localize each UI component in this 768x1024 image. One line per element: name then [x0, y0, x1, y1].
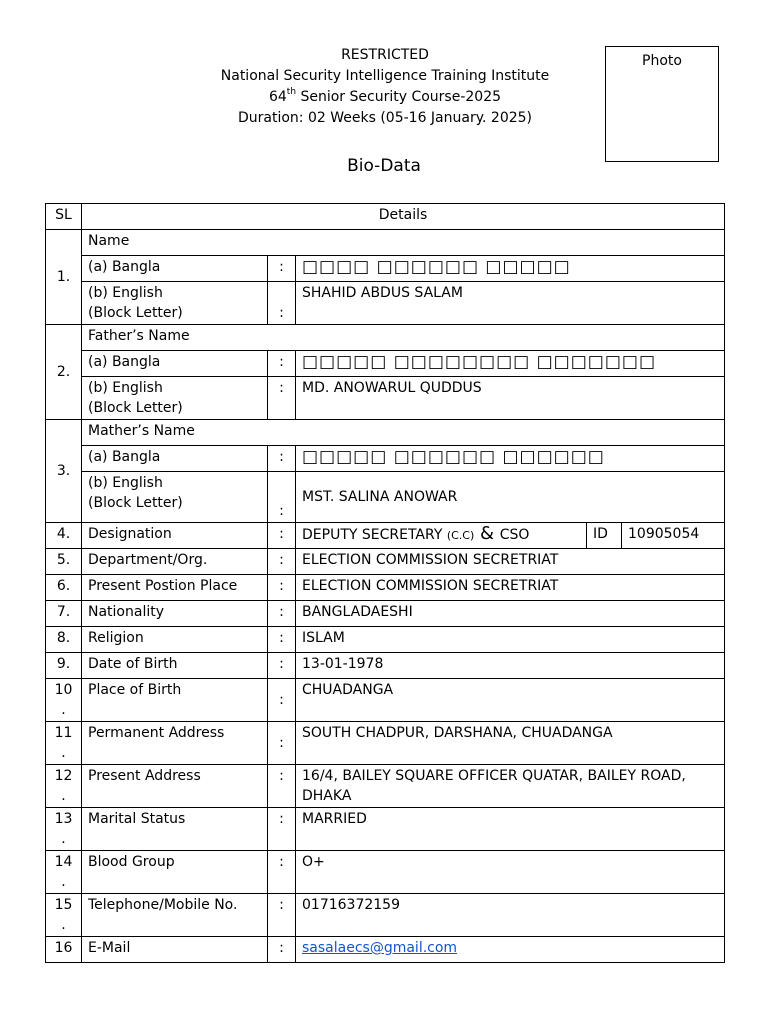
marital-sl	[46, 808, 82, 851]
department-row	[46, 549, 725, 575]
mother-bangla-label: (a) Bangla	[82, 446, 268, 472]
department-label: Department/Org.	[82, 549, 268, 575]
father-bangla-row	[46, 351, 725, 377]
department-value: ELECTION COMMISSION SECRETRIAT	[296, 549, 725, 575]
father-bangla-label: (a) Bangla	[82, 351, 268, 377]
designation-value	[296, 523, 587, 549]
present-address-line1: 16/4, BAILEY SQUARE OFFICER QUATAR, BAILEY ROAD,	[302, 768, 686, 784]
sl-number: 14	[54, 854, 73, 870]
father-english-label	[82, 377, 268, 420]
birthplace-sl	[46, 679, 82, 722]
email-sl: 16	[46, 937, 82, 963]
religion-row	[46, 627, 725, 653]
present-address-value	[296, 765, 725, 808]
father-heading: Father’s Name	[82, 325, 725, 351]
colon: :	[268, 601, 296, 627]
dob-label: Date of Birth	[82, 653, 268, 679]
blood-sl	[46, 851, 82, 894]
colon: :	[268, 679, 296, 722]
marital-value: MARRIED	[296, 808, 725, 851]
colon: :	[268, 472, 296, 523]
document-header	[160, 45, 610, 129]
designation-sl: 4.	[46, 523, 82, 549]
name-english-row	[46, 282, 725, 325]
blood-group-label: Blood Group	[82, 851, 268, 894]
phone-sl	[46, 894, 82, 937]
father-sl: 2.	[46, 325, 82, 420]
mother-english-label	[82, 472, 268, 523]
present-address-row	[46, 765, 725, 808]
header-sl: SL	[46, 204, 82, 230]
father-english-row	[46, 377, 725, 420]
mother-english-value: MST. SALINA ANOWAR	[296, 472, 725, 523]
english-label-line2: (Block Letter)	[88, 495, 183, 511]
colon: :	[268, 282, 296, 325]
mother-bangla-row	[46, 446, 725, 472]
sl-dot: .	[61, 917, 66, 933]
photo-label: Photo	[642, 53, 682, 69]
blood-group-row	[46, 851, 725, 894]
id-label: ID	[587, 523, 622, 549]
table-header-row	[46, 204, 725, 230]
colon: :	[268, 851, 296, 894]
colon: :	[268, 549, 296, 575]
email-link[interactable]: sasalaecs@gmail.com	[302, 940, 458, 956]
permanent-sl	[46, 722, 82, 765]
course-number: 64	[268, 89, 287, 105]
colon: :	[268, 894, 296, 937]
position-place-value: ELECTION COMMISSION SECRETRIAT	[296, 575, 725, 601]
mother-bangla-value: □□□□□ □□□□□□ □□□□□□	[296, 446, 725, 472]
religion-label: Religion	[82, 627, 268, 653]
colon: :	[268, 937, 296, 963]
position-place-label: Present Postion Place	[82, 575, 268, 601]
course-ordinal: th	[286, 87, 297, 97]
course-title: Senior Security Course-2025	[296, 89, 502, 105]
birthplace-value: CHUADANGA	[296, 679, 725, 722]
phone-row	[46, 894, 725, 937]
name-english-value: SHAHID ABDUS SALAM	[296, 282, 725, 325]
page-title: Bio-Data	[347, 156, 421, 176]
colon: :	[268, 523, 296, 549]
colon: :	[268, 765, 296, 808]
position-place-row	[46, 575, 725, 601]
colon: :	[268, 256, 296, 282]
sl-number: 15	[54, 897, 73, 913]
sl-dot: .	[61, 788, 66, 804]
sl-dot: .	[61, 702, 66, 718]
colon: :	[268, 446, 296, 472]
nationality-row	[46, 601, 725, 627]
name-bangla-row	[46, 256, 725, 282]
institute-name: National Security Intelligence Training Institute	[220, 68, 550, 84]
name-heading-row	[46, 230, 725, 256]
row-sl: 7.	[46, 601, 82, 627]
permanent-address-label: Permanent Address	[82, 722, 268, 765]
mother-english-row	[46, 472, 725, 523]
english-label-line1: (b) English	[88, 380, 163, 396]
sl-number: 10	[54, 682, 73, 698]
marital-label: Marital Status	[82, 808, 268, 851]
english-label-line2: (Block Letter)	[88, 400, 183, 416]
row-sl: 6.	[46, 575, 82, 601]
blood-group-value: O+	[296, 851, 725, 894]
course-duration: Duration: 02 Weeks (05-16 January. 2025)	[238, 110, 532, 126]
father-english-value: MD. ANOWARUL QUDDUS	[296, 377, 725, 420]
name-bangla-label: (a) Bangla	[82, 256, 268, 282]
colon: :	[268, 722, 296, 765]
phone-value: 01716372159	[296, 894, 725, 937]
birthplace-row	[46, 679, 725, 722]
present-sl	[46, 765, 82, 808]
colon: :	[268, 627, 296, 653]
designation-end: CSO	[499, 527, 530, 543]
email-value	[296, 937, 725, 963]
dob-value: 13-01-1978	[296, 653, 725, 679]
present-address-line2: DHAKA	[302, 788, 352, 804]
sl-dot: .	[61, 745, 66, 761]
designation-label: Designation	[82, 523, 268, 549]
sl-dot: .	[61, 831, 66, 847]
colon: :	[268, 351, 296, 377]
permanent-address-value: SOUTH CHADPUR, DARSHANA, CHUADANGA	[296, 722, 725, 765]
nationality-value: BANGLADAESHI	[296, 601, 725, 627]
mother-sl: 3.	[46, 420, 82, 523]
nationality-label: Nationality	[82, 601, 268, 627]
dob-row	[46, 653, 725, 679]
sl-number: 11	[54, 725, 73, 741]
header-details: Details	[82, 204, 725, 230]
sl-number: 13	[54, 811, 73, 827]
mother-heading: Mather’s Name	[82, 420, 725, 446]
colon: :	[268, 808, 296, 851]
email-label: E-Mail	[82, 937, 268, 963]
designation-cc: (C.C)	[446, 529, 475, 542]
mother-heading-row	[46, 420, 725, 446]
birthplace-label: Place of Birth	[82, 679, 268, 722]
religion-value: ISLAM	[296, 627, 725, 653]
marital-row	[46, 808, 725, 851]
phone-label: Telephone/Mobile No.	[82, 894, 268, 937]
english-label-line1: (b) English	[88, 475, 163, 491]
id-value: 10905054	[622, 523, 725, 549]
designation-main: DEPUTY SECRETARY	[302, 527, 447, 543]
designation-row	[46, 523, 725, 549]
row-sl: 8.	[46, 627, 82, 653]
permanent-address-row	[46, 722, 725, 765]
name-sl: 1.	[46, 230, 82, 325]
row-sl: 5.	[46, 549, 82, 575]
restricted-label: RESTRICTED	[341, 47, 429, 63]
name-bangla-value: □□□□ □□□□□□ □□□□□	[296, 256, 725, 282]
colon: :	[268, 377, 296, 420]
email-row	[46, 937, 725, 963]
english-label-line1: (b) English	[88, 285, 163, 301]
photo-box	[605, 46, 719, 162]
name-heading: Name	[82, 230, 725, 256]
name-english-label	[82, 282, 268, 325]
sl-dot: .	[61, 874, 66, 890]
colon: :	[268, 575, 296, 601]
sl-number: 12	[54, 768, 73, 784]
english-label-line2: (Block Letter)	[88, 305, 183, 321]
father-bangla-value: □□□□□ □□□□□□□□ □□□□□□□	[296, 351, 725, 377]
row-sl: 9.	[46, 653, 82, 679]
bio-data-table	[45, 203, 725, 963]
present-address-label: Present Address	[82, 765, 268, 808]
father-heading-row	[46, 325, 725, 351]
designation-amp: &	[474, 523, 500, 544]
colon: :	[268, 653, 296, 679]
course-name	[160, 87, 610, 108]
